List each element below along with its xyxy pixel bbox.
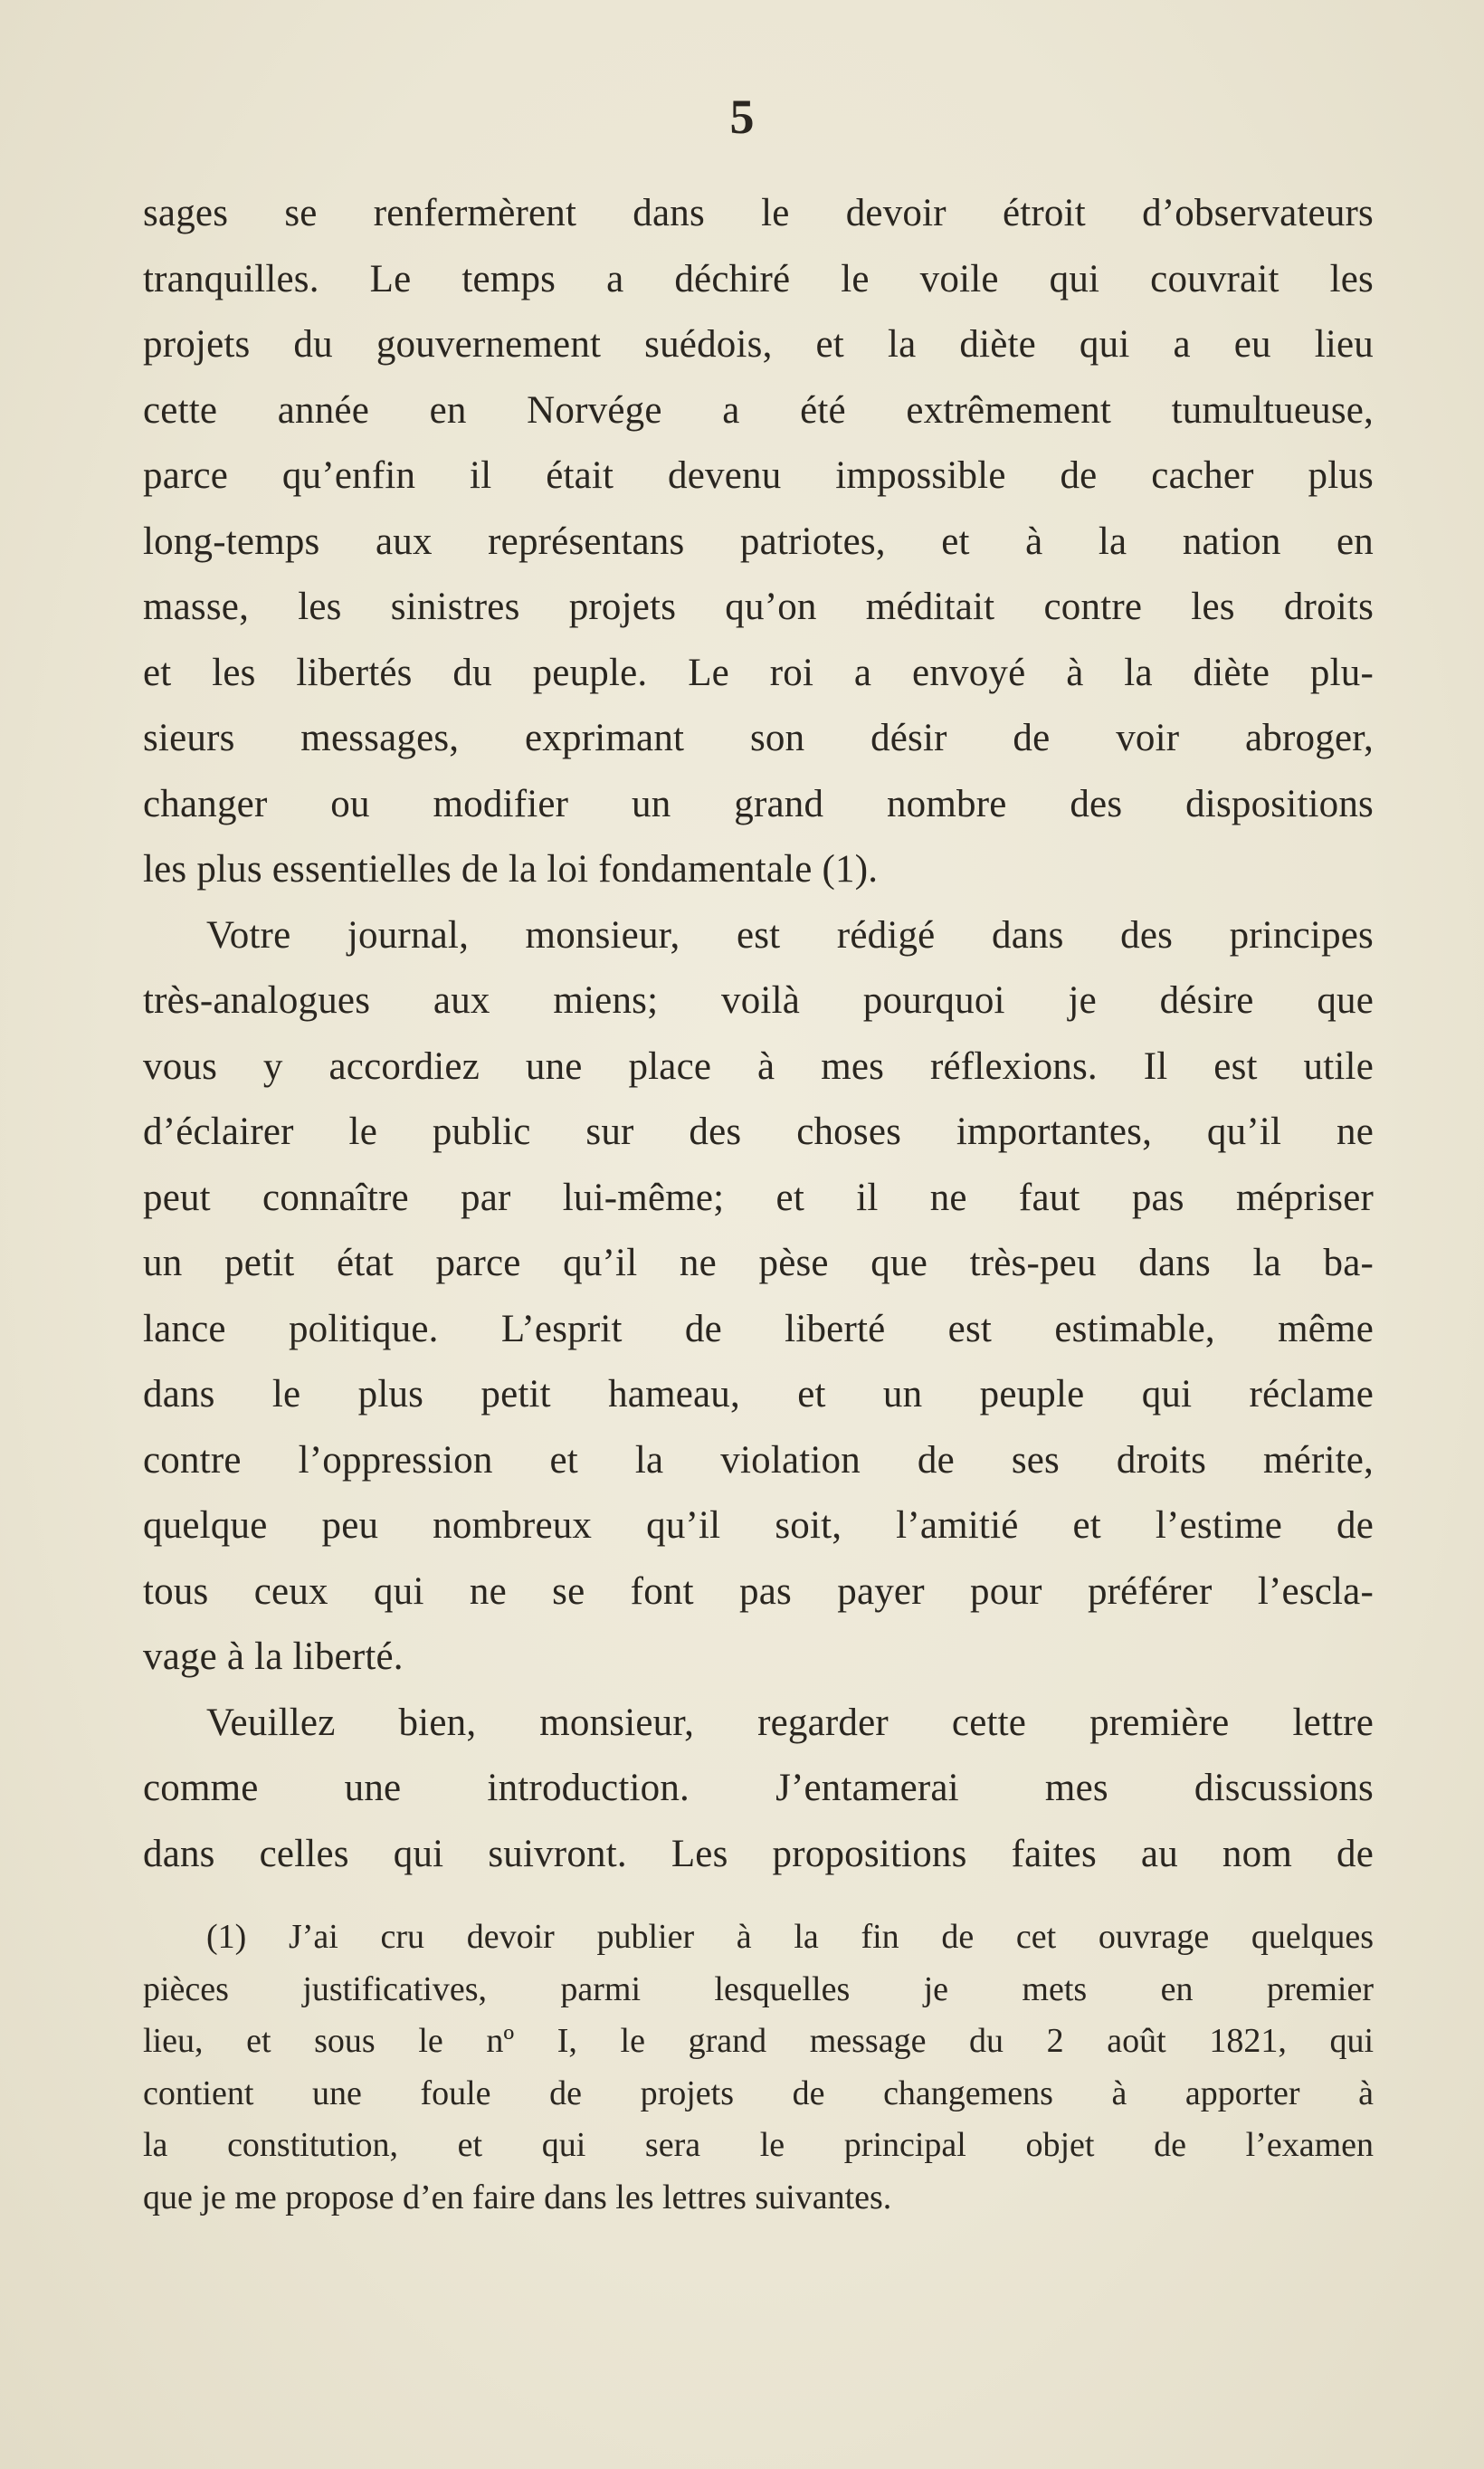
footnote-line: pièces justificatives, parmi lesquelles je mets en premier	[143, 1969, 1374, 2008]
text-line: contre l’oppression et la violation de ses droits mérite,	[143, 1438, 1374, 1482]
text-line: sages se renfermèrent dans le devoir étroit d’observateurs	[143, 192, 1374, 234]
text-line: vous y accordiez une place à mes réflexions. Il est utile	[143, 1044, 1374, 1088]
footnote-line: contient une foule de projets de changemens à apporter à	[143, 2073, 1374, 2112]
text-line: masse, les sinistres projets qu’on méditait contre les droits	[143, 586, 1374, 628]
footnote	[143, 1911, 1374, 2224]
text-line: sieurs messages, exprimant son désir de voir abroger,	[143, 717, 1374, 759]
text-line: et les libertés du peuple. Le roi a envoyé à la diète plu-	[143, 651, 1374, 694]
text-line: très-analogues aux miens; voilà pourquoi je désire que	[143, 979, 1374, 1022]
text-line: peut connaître par lui-même; et il ne faut pas mépriser	[143, 1176, 1374, 1219]
footnote-line: la constitution, et qui sera le principal objet de l’examen	[143, 2126, 1374, 2164]
text-line: changer ou modifier un grand nombre des dispositions	[143, 782, 1374, 825]
text-line: projets du gouvernement suédois, et la diète qui a eu lieu	[143, 323, 1374, 366]
footnote-line: lieu, et sous le nº I, le grand message du 2 août 1821, qui	[143, 2022, 1374, 2060]
paragraph	[143, 903, 1374, 1691]
text-line: tranquilles. Le temps a déchiré le voile qui couvrait les	[143, 257, 1374, 300]
paragraph	[143, 1691, 1374, 1888]
text-line: Votre journal, monsieur, est rédigé dans des principes	[206, 913, 1374, 957]
text-line: Veuillez bien, monsieur, regarder cette première lettre	[206, 1701, 1374, 1744]
text-line: vage à la liberté.	[143, 1635, 404, 1678]
footnote-line: (1) J’ai cru devoir publier à la fin de cet ouvrage quelques	[206, 1918, 1374, 1956]
paragraph	[143, 181, 1374, 903]
footnote-line: que je me propose d’en faire dans les lettres suivantes.	[143, 2178, 892, 2216]
body-text	[143, 181, 1374, 1887]
text-line: tous ceux qui ne se font pas payer pour préférer l’escla-	[143, 1569, 1374, 1613]
text-line: d’éclairer le public sur des choses importantes, qu’il ne	[143, 1111, 1374, 1153]
text-line: lance politique. L’esprit de liberté est estimable, même	[143, 1307, 1374, 1350]
text-line: un petit état parce qu’il ne pèse que très-peu dans la ba-	[143, 1242, 1374, 1284]
text-line: parce qu’enfin il était devenu impossible de cacher plus	[143, 454, 1374, 497]
text-line: les plus essentielles de la loi fondamentale (1).	[143, 848, 879, 891]
text-line: cette année en Norvége a été extrêmement tumultueuse,	[143, 388, 1374, 432]
text-line: long-temps aux représentans patriotes, et à la nation en	[143, 520, 1374, 563]
text-line: quelque peu nombreux qu’il soit, l’amitié et l’estime de	[143, 1504, 1374, 1547]
text-line: comme une introduction. J’entamerai mes discussions	[143, 1767, 1374, 1809]
page-number: 5	[729, 90, 755, 144]
text-line: dans le plus petit hameau, et un peuple qui réclame	[143, 1373, 1374, 1416]
text-line: dans celles qui suivront. Les propositions faites au nom de	[143, 1832, 1374, 1875]
